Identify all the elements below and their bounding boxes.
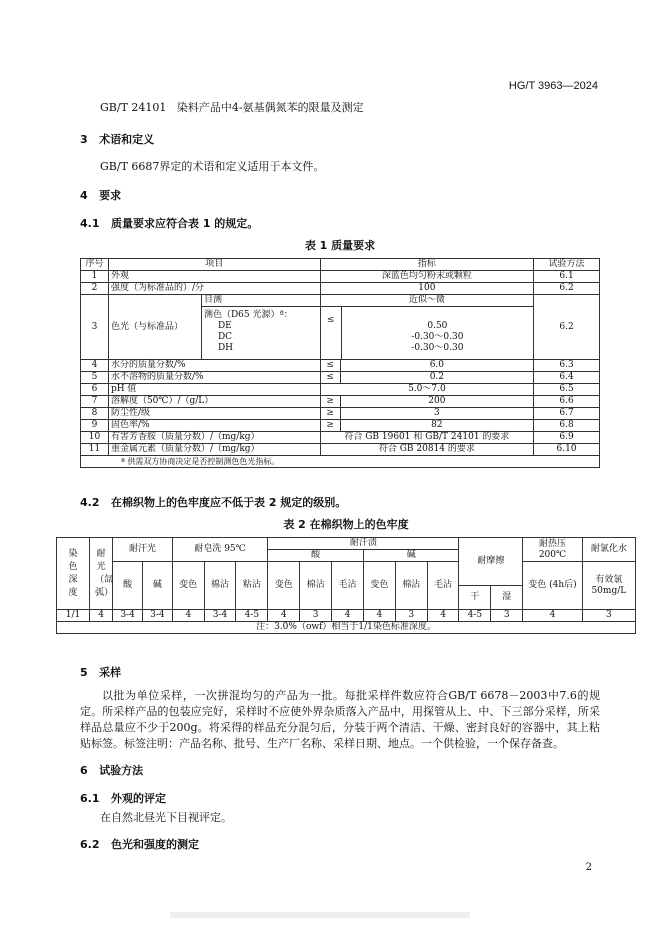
table-row: 6 pH 值 5.0～7.0 6.5 <box>81 384 600 396</box>
color-fastness-table: 染色深度 耐光（氙弧） 耐汗光 耐皂洗 95℃ 耐汗渍 耐摩擦 耐热压 200℃ 耐氯化水 酸 碱 酸 碱 变色 棉沾 粘沾 变色 棉沾 毛沾 变色 棉沾 毛沾 变色 (4h后) 有效氯 50mg/L 干 湿 1/1 4 3-4 3-4 4 3-4 4-5 4 3 4 4 3 4 4-5 3 4 3 注：3.0%（owf）相当于1/1染色标准深度。 <box>56 537 636 634</box>
section-title: 术语和定义 <box>99 133 155 146</box>
clause-4-2 <box>80 494 346 510</box>
clause-number: 6.1 <box>80 792 100 805</box>
section-title: 要求 <box>99 189 122 202</box>
clause-number: 6.2 <box>80 838 100 851</box>
header-no: 序号 <box>81 259 109 271</box>
table-2-note: 注：3.0%（owf）相当于1/1染色标准深度。 <box>57 622 636 634</box>
table-row: 1/1 4 3-4 3-4 4 3-4 4-5 4 3 4 4 3 4 4-5 3 4 3 <box>57 610 636 622</box>
soaping-header: 耐皂洗 95℃ <box>172 538 268 562</box>
perspiration-header: 耐汗渍 <box>268 538 459 550</box>
alkali-header: 碱 <box>363 550 459 562</box>
visual-method: 目测 <box>202 295 320 307</box>
table-header-row <box>81 259 600 271</box>
section-3-body: GB/T 6687界定的术语和定义适用于本文件。 <box>100 160 325 173</box>
table-1-footnote: ª 供需双方协商决定是否控制测色色光指标。 <box>81 456 600 468</box>
clause-number: 4.2 <box>80 496 100 509</box>
table-row: 7 溶解度（50℃）/（g/L） ≥ 200 6.6 <box>81 396 600 408</box>
quality-requirements-table <box>80 258 600 468</box>
standard-number: HG/T 3963—2024 <box>508 80 598 92</box>
page-number: 2 <box>585 862 592 873</box>
ref-code: GB/T 24101 <box>100 101 167 114</box>
visual-value: 近似～微 <box>321 295 533 307</box>
header-item: 项目 <box>108 259 320 271</box>
table-1-caption: 表 1 质量要求 <box>304 239 376 252</box>
clause-6-1 <box>80 790 166 806</box>
section-5-body: 以批为单位采样，一次拼混均匀的产品为一批。每批采样件数应符合GB/T 6678－2003中7.6的规定。所采样产品的包装应完好，采样时不应使外界杂质落入产品中，用探管从上、中、下三部分采样，所采样品总量应不少于200g。将采得的样品充分混匀后，分装于两个清洁、干燥、密封良好的容器中，其上粘贴标签。标签注明：产品名称、批号、生产厂名称、采样日期、地点。一个供检验，一个保存备查。 <box>80 689 600 750</box>
chlorine-header: 耐氯化水 <box>582 538 635 562</box>
section-title: 采样 <box>99 666 122 679</box>
section-number: 3 <box>80 133 88 146</box>
acid-header: 酸 <box>268 550 364 562</box>
section-3-heading <box>80 131 154 147</box>
table-row: 10 有害芳香胺（质量分数）/（mg/kg） 符合 GB 19601 和 GB/T 24101 的要求 6.9 <box>81 432 600 444</box>
section-number: 4 <box>80 189 88 202</box>
section-6-heading <box>80 762 143 778</box>
light-fastness-header: 耐光（氙弧） <box>95 548 114 598</box>
section-number: 6 <box>80 764 88 777</box>
clause-title: 外观的评定 <box>111 792 166 805</box>
rubbing-header: 耐摩擦 <box>459 538 523 586</box>
section-5-heading <box>80 664 121 680</box>
section-4-heading <box>80 187 121 203</box>
color-shade-label: 色光（与标准品） <box>109 295 202 359</box>
table-note-row <box>81 456 600 468</box>
table-row: 1 外观 深蓝色均匀粉末或颗粒 6.1 <box>81 271 600 283</box>
depth-header: 染色深度 <box>68 548 78 598</box>
table-row: 8 防尘性/级 ≥ 3 6.7 <box>81 408 600 420</box>
table-row: 5 水不溶物的质量分数/% ≤ 0.2 6.4 <box>81 372 600 384</box>
hot-pressing-header: 耐热压 200℃ <box>523 538 582 562</box>
clause-6-2 <box>80 836 199 852</box>
clause-title: 色光和强度的测定 <box>111 838 199 851</box>
section-number: 5 <box>80 666 88 679</box>
table-row-color-shade: 3 色光（与标准品） 目测 测色（D65 光源）ª： DE DC DH 近似～微 ≤ 0.50 -0.30～0.30 -0.30～0.30 6.2 <box>81 295 600 360</box>
table-2-caption: 表 2 在棉织物上的色牢度 <box>283 518 409 531</box>
table-row: 2 强度（为标准品的）/分 100 6.2 <box>81 283 600 295</box>
instrumental-method: 测色（D65 光源）ª： <box>203 310 293 320</box>
sweat-light-header: 耐汗光 <box>113 538 172 562</box>
header-value: 指标 <box>320 259 533 271</box>
clause-text: 质量要求应符合表 1 的规定。 <box>111 217 259 230</box>
clause-number: 4.1 <box>80 217 100 230</box>
table-row: 9 固色率/% ≥ 82 6.8 <box>81 420 600 432</box>
ref-text: 染料产品中4-氨基偶氮苯的限量及测定 <box>176 101 364 114</box>
footer-watermark <box>170 912 470 918</box>
section-title: 试验方法 <box>99 764 144 777</box>
clause-4-1 <box>80 215 258 231</box>
clause-6-1-body: 在自然北昼光下目视评定。 <box>100 811 232 824</box>
table-row: 4 水分的质量分数/% ≤ 6.0 6.3 <box>81 360 600 372</box>
clause-text: 在棉织物上的色牢度应不低于表 2 规定的级别。 <box>111 496 347 509</box>
table-row: 11 重金属元素（质量分数）/（mg/kg） 符合 GB 20814 的要求 6.10 <box>81 444 600 456</box>
normative-reference <box>100 100 364 116</box>
header-method: 试验方法 <box>534 259 600 271</box>
